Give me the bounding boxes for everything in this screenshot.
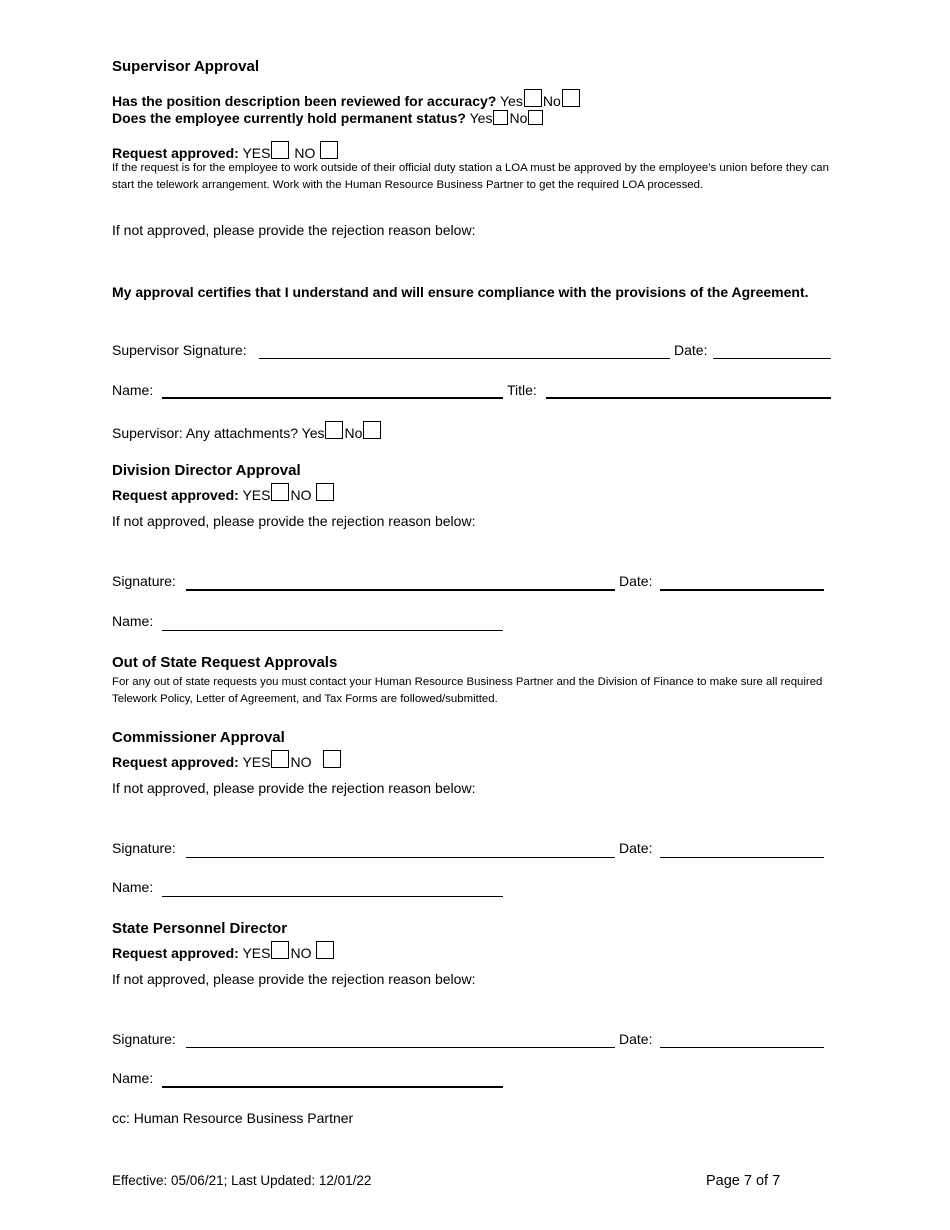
personnel-signature-label: Signature: (112, 1031, 176, 1047)
no-label: NO (290, 945, 312, 961)
personnel-signature-field[interactable] (186, 1047, 615, 1048)
division-name-label: Name: (112, 613, 154, 629)
commissioner-approved-no-checkbox[interactable] (323, 750, 341, 768)
commissioner-name-field[interactable] (162, 896, 503, 897)
division-heading: Division Director Approval (112, 462, 301, 479)
personnel-heading: State Personnel Director (112, 920, 288, 937)
attachments-yes-checkbox[interactable] (325, 421, 343, 439)
yes-label: YES (242, 945, 271, 961)
yes-label: YES (242, 754, 271, 770)
commissioner-heading: Commissioner Approval (112, 729, 285, 746)
supervisor-rejection-prompt: If not approved, please provide the rejection reason below: (112, 222, 476, 238)
no-label: No (344, 425, 363, 441)
permanent-status-yes-checkbox[interactable] (493, 110, 508, 125)
division-signature-label: Signature: (112, 573, 176, 589)
supervisor-title-field[interactable] (546, 397, 831, 399)
attachments-no-checkbox[interactable] (363, 421, 381, 439)
supervisor-name-label: Name: (112, 382, 154, 398)
division-date-label: Date: (619, 573, 653, 589)
personnel-approved-yes-checkbox[interactable] (271, 941, 289, 959)
loa-note: If the request is for the employee to work outside of their official duty station a LOA must be approved by the employee’s union before they can start the telework arrangement. Work with the Human Resource Business Partner to get the required LOA processed. (112, 162, 829, 191)
division-date-field[interactable] (660, 589, 824, 591)
footer-effective-date: Effective: 05/06/21; Last Updated: 12/01/22 (112, 1173, 372, 1188)
personnel-date-field[interactable] (660, 1047, 824, 1048)
division-rejection-prompt: If not approved, please provide the rejection reason below: (112, 513, 476, 529)
personnel-name-field[interactable] (162, 1086, 503, 1088)
division-request-approved-row (112, 483, 335, 503)
division-approved-yes-checkbox[interactable] (271, 483, 289, 501)
yes-label: Yes (301, 425, 325, 441)
out-of-state-note: For any out of state requests you must contact your Human Resource Business Partner and the Division of Finance to make sure all required Telework Policy, Letter of Agreement, and Tax Forms are followed/submitted. (112, 676, 823, 705)
out-of-state-heading: Out of State Request Approvals (112, 654, 338, 671)
personnel-name-label: Name: (112, 1070, 154, 1086)
request-approved-label: Request approved: (112, 945, 239, 961)
commissioner-rejection-prompt: If not approved, please provide the rejection reason below: (112, 780, 476, 796)
commissioner-date-field[interactable] (660, 857, 824, 858)
supervisor-request-approved-row (112, 141, 339, 161)
certification-statement: My approval certifies that I understand and will ensure compliance with the provisions of the Agreement. (112, 284, 809, 300)
supervisor-heading: Supervisor Approval (112, 58, 259, 75)
personnel-approved-no-checkbox[interactable] (316, 941, 334, 959)
commissioner-request-approved-row (112, 750, 342, 770)
supervisor-approved-no-checkbox[interactable] (320, 141, 338, 159)
commissioner-signature-label: Signature: (112, 840, 176, 856)
supervisor-date-field[interactable] (713, 358, 831, 359)
request-approved-label: Request approved: (112, 754, 239, 770)
permanent-status-no-checkbox[interactable] (528, 110, 543, 125)
division-approved-no-checkbox[interactable] (316, 483, 334, 501)
no-label: NO (290, 487, 312, 503)
permanent-status-question-row (112, 110, 544, 126)
request-approved-label: Request approved: (112, 487, 239, 503)
yes-label: Yes (469, 110, 493, 126)
commissioner-date-label: Date: (619, 840, 653, 856)
no-label: NO (290, 754, 312, 770)
supervisor-name-field[interactable] (162, 397, 503, 399)
commissioner-signature-field[interactable] (186, 857, 615, 858)
supervisor-signature-label: Supervisor Signature: (112, 342, 247, 358)
supervisor-approved-yes-checkbox[interactable] (271, 141, 289, 159)
no-label: No (509, 110, 528, 126)
yes-label: YES (242, 145, 271, 161)
division-name-field[interactable] (162, 630, 503, 631)
position-review-no-checkbox[interactable] (562, 89, 580, 107)
personnel-rejection-prompt: If not approved, please provide the rejection reason below: (112, 971, 476, 987)
commissioner-approved-yes-checkbox[interactable] (271, 750, 289, 768)
commissioner-name-label: Name: (112, 879, 154, 895)
position-review-question: Has the position description been reviewed for accuracy? (112, 93, 497, 109)
attachments-label: Supervisor: Any attachments? (112, 425, 298, 441)
permanent-status-question: Does the employee currently hold permanent status? (112, 110, 466, 126)
position-review-yes-checkbox[interactable] (524, 89, 542, 107)
request-approved-label: Request approved: (112, 145, 239, 161)
cc-line: cc: Human Resource Business Partner (112, 1110, 354, 1126)
supervisor-title-label: Title: (507, 382, 537, 398)
position-review-question-row (112, 89, 581, 109)
yes-label: Yes (499, 93, 523, 109)
personnel-request-approved-row (112, 941, 335, 961)
no-label: NO (294, 145, 316, 161)
personnel-date-label: Date: (619, 1031, 653, 1047)
footer-page-number: Page 7 of 7 (706, 1173, 781, 1189)
yes-label: YES (242, 487, 271, 503)
supervisor-date-label: Date: (674, 342, 708, 358)
division-signature-field[interactable] (186, 589, 615, 591)
no-label: No (542, 93, 561, 109)
supervisor-signature-field[interactable] (259, 358, 670, 359)
attachments-row (112, 421, 382, 441)
